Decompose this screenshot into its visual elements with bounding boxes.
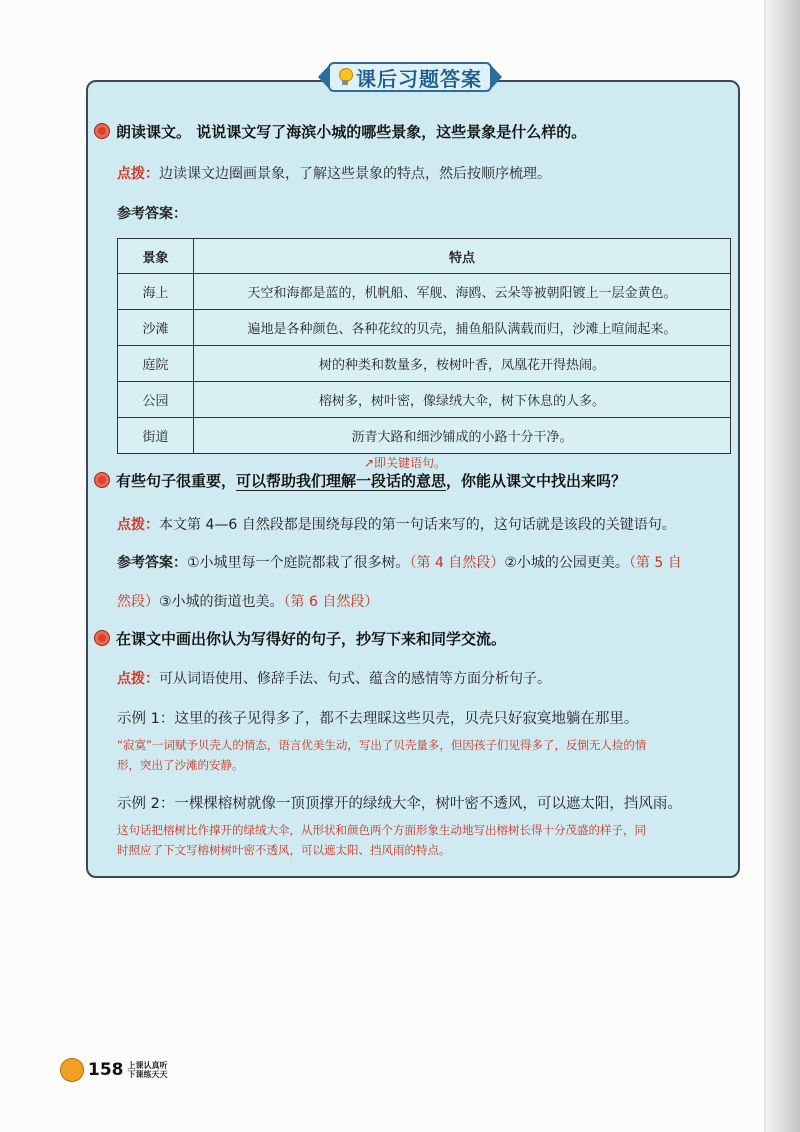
scene-cell: 街道 — [118, 418, 194, 454]
feature-cell: 沥青大路和细沙铺成的小路十分干净。 — [194, 418, 731, 454]
example-1-note-line-1: “寂寞”一词赋予贝壳人的情态，语言优美生动，写出了贝壳量多，但因孩子们见得多了，反倒无人捡的情 — [117, 738, 647, 752]
table-header-feature: 特点 — [194, 239, 731, 274]
handwritten-annotation: ↗即关键语句。 — [364, 456, 447, 470]
q2-answer-line-2 — [117, 591, 378, 611]
question-2-text-c: ，你能从课文中找出来吗？ — [446, 472, 627, 490]
answer-2: ②小城的公园更美。 — [504, 555, 629, 571]
question-2-underlined: 可以帮助我们理解一段话的意思 — [236, 472, 447, 490]
table-row — [118, 274, 731, 310]
scene-cell: 沙滩 — [118, 310, 194, 346]
tip-label: 点拨： — [117, 517, 159, 533]
tip-label: 点拨： — [117, 166, 159, 182]
feature-cell: 树的种类和数量多，桉树叶香，凤凰花开得热闹。 — [194, 346, 731, 382]
table-header-scene: 景象 — [118, 239, 194, 274]
question-1-text: 朗读课文。 说说课文写了海滨小城的哪些景象，这些景象是什么样的。 — [116, 123, 587, 141]
answer-1-ref: （第 4 自然段） — [409, 555, 505, 571]
feature-cell: 遍地是各种颜色、各种花纹的贝壳，捕鱼船队满载而归，沙滩上喧闹起来。 — [194, 310, 731, 346]
title-text: 课后习题答案 — [356, 66, 482, 91]
answer-2-ref-a: （第 5 自 — [628, 555, 682, 571]
example-2-note-line-2: 时照应了下文写榕树树叶密不透风，可以遮太阳、挡风雨的特点。 — [117, 843, 451, 857]
question-3 — [94, 628, 506, 649]
question-bullet-icon — [94, 630, 110, 646]
q2-tip — [117, 514, 676, 534]
footer-tag-line-1: 上课认真听 — [127, 1061, 168, 1070]
lightbulb-icon — [338, 68, 352, 86]
question-3-text: 在课文中画出你认为写得好的句子，抄写下来和同学交流。 — [116, 630, 507, 648]
example-2: 示例 2：一棵棵榕树就像一顶顶撑开的绿绒大伞，树叶密不透风，可以遮太阳，挡风雨。 — [117, 796, 682, 812]
page-footer — [60, 1058, 168, 1082]
q3-tip — [117, 668, 551, 688]
scene-table — [117, 238, 731, 454]
scene-cell: 庭院 — [118, 346, 194, 382]
q1-answer-label: 参考答案： — [117, 206, 187, 222]
tip-text: 边读课文边圈画景象，了解这些景象的特点，然后按顺序梳理。 — [159, 166, 551, 182]
scene-cell: 海上 — [118, 274, 194, 310]
tip-label: 点拨： — [117, 671, 159, 687]
table-row — [118, 418, 731, 454]
example-1: 示例 1：这里的孩子见得多了，都不去理睬这些贝壳，贝壳只好寂寞地躺在那里。 — [117, 711, 639, 727]
question-bullet-icon — [94, 123, 110, 139]
page-edge — [766, 0, 800, 1132]
example-1-note-line-2: 形，突出了沙滩的安静。 — [117, 758, 244, 772]
title-pill — [328, 62, 492, 92]
feature-cell: 天空和海都是蓝的，机帆船、军舰、海鸥、云朵等被朝阳镀上一层金黄色。 — [194, 274, 731, 310]
answer-3: ③小城的街道也美。 — [159, 594, 284, 610]
section-title — [318, 62, 502, 92]
q2-answer-line-1 — [117, 552, 682, 572]
answer-label: 参考答案： — [117, 555, 187, 571]
table-row — [118, 310, 731, 346]
question-1 — [94, 121, 586, 142]
table-row — [118, 382, 731, 418]
tip-text: 本文第 4—6 自然段都是围绕每段的第一句话来写的，这句话就是该段的关键语句。 — [159, 517, 676, 533]
mascot-icon — [60, 1058, 84, 1082]
example-2-note-line-1: 这句话把榕树比作撑开的绿绒大伞，从形状和颜色两个方面形象生动地写出榕树长得十分茂盛的样子，同 — [117, 823, 646, 837]
question-2-text-a: 有些句子很重要， — [116, 472, 237, 490]
feature-cell: 榕树多，树叶密，像绿绒大伞，树下休息的人多。 — [194, 382, 731, 418]
scene-cell: 公园 — [118, 382, 194, 418]
footer-tag — [128, 1061, 168, 1079]
question-2 — [94, 470, 626, 491]
question-bullet-icon — [94, 472, 110, 488]
table-header-row — [118, 239, 731, 274]
page-number: 158 — [88, 1060, 124, 1080]
table-row — [118, 346, 731, 382]
q1-tip — [117, 163, 551, 183]
tip-text: 可从词语使用、修辞手法、句式、蕴含的感情等方面分析句子。 — [159, 671, 551, 687]
footer-tag-line-2: 下课练天天 — [127, 1070, 168, 1079]
answer-1: ①小城里每一个庭院都栽了很多树。 — [187, 555, 410, 571]
answer-3-ref: （第 6 自然段） — [283, 594, 379, 610]
answer-2-ref-b: 然段） — [117, 594, 159, 610]
